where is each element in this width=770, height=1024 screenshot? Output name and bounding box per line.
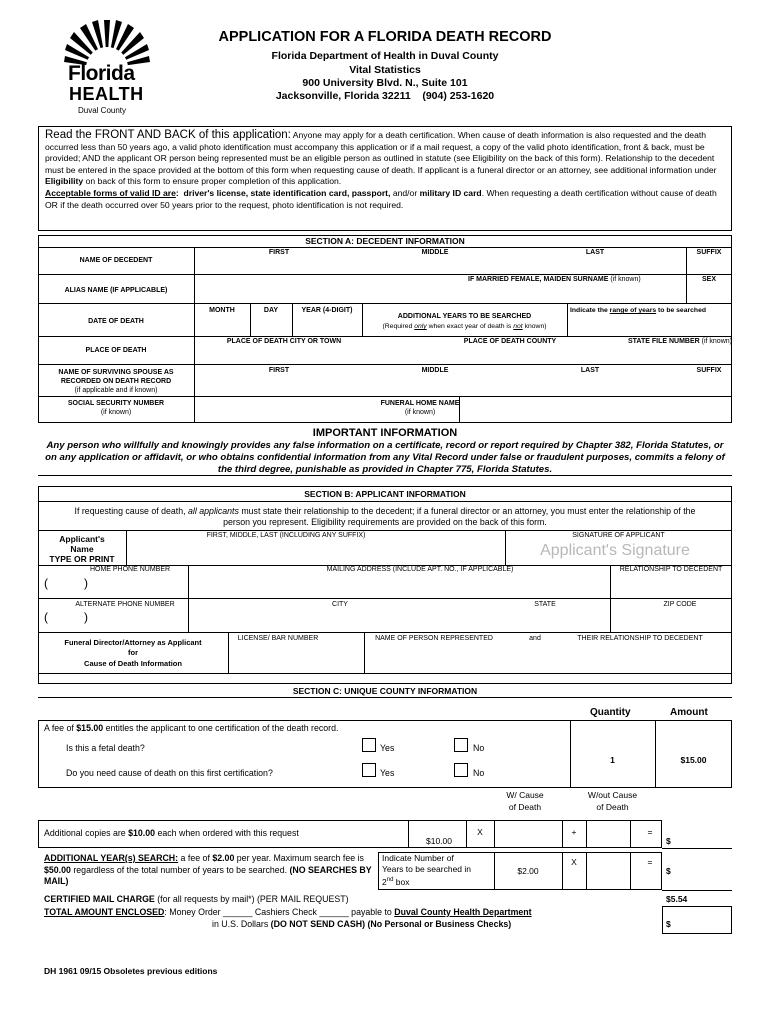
maiden-text: IF MARRIED FEMALE, MAIDEN SURNAME: [468, 276, 609, 283]
label-first: FIRST: [268, 249, 290, 256]
range-b: to be searched: [656, 307, 707, 314]
fetal-question: Is this a fetal death?: [66, 743, 145, 753]
florida-health-logo: [64, 18, 150, 118]
alias-field[interactable]: [196, 286, 684, 301]
ays-b: $2.00: [212, 853, 235, 863]
fee-c: entitles the applicant to one certification of the death record.: [103, 723, 339, 733]
ays-f: (NO SEARCHES BY MAIL): [44, 864, 372, 886]
logo-florida-text: Florida: [68, 62, 135, 85]
label-day: DAY: [263, 307, 279, 314]
decedent-name-field[interactable]: [196, 259, 684, 273]
cause-no-checkbox[interactable]: [454, 763, 468, 777]
label-spouse-suffix: SUFFIX: [696, 367, 722, 374]
mailing-address-field[interactable]: [190, 576, 608, 596]
label-applicant-1: Applicant's: [59, 534, 105, 544]
home-phone-field[interactable]: [92, 576, 186, 594]
additional-plus: +: [571, 827, 577, 837]
cmc-a: CERTIFIED MAIL CHARGE: [44, 894, 155, 904]
intro-id-list: driver's license, state identification card, passport,: [183, 187, 391, 198]
section-b-title: SECTION B: APPLICANT INFORMATION: [304, 489, 466, 499]
cause-yes-checkbox[interactable]: [362, 763, 376, 777]
form-number: DH 1961 09/15 Obsoletes previous editions: [44, 966, 218, 976]
ays-title: ADDITIONAL YEAR(s) SEARCH:: [44, 853, 179, 863]
label-amount: Amount: [670, 707, 708, 718]
quantity-value: 1: [610, 755, 615, 765]
label-sex: SEX: [701, 276, 716, 283]
section-b-note: [60, 506, 710, 528]
w-cause-1: W/ Cause: [506, 790, 544, 800]
label-city: CITY: [332, 601, 348, 608]
total-text: [44, 907, 532, 917]
ays-a: a fee of: [178, 853, 213, 863]
label-quantity: Quantity: [590, 707, 631, 718]
years-searched-field[interactable]: [588, 854, 628, 888]
logo-health-text: HEALTH: [69, 84, 144, 104]
ind-3sup: nd: [386, 877, 394, 883]
total-d: (DO NOT SEND CASH): [270, 919, 365, 929]
label-relationship: RELATIONSHIP TO DECEDENT: [619, 566, 723, 573]
req-only: only: [414, 323, 427, 330]
additional-copies-text: [44, 828, 299, 838]
total-e: (No Personal or Business Checks): [365, 919, 512, 929]
additional-x: X: [477, 827, 483, 837]
label-funeral-home: FUNERAL HOME NAME: [380, 400, 460, 407]
intro-lead: Read the FRONT AND BACK of this application:: [45, 129, 291, 141]
fee-a: A fee of: [44, 723, 77, 733]
header-dept: Florida Department of Health in Duval County: [271, 50, 499, 62]
label-middle: MIDDLE: [421, 249, 449, 256]
addl-a: Additional copies are: [44, 828, 129, 838]
label-additional-years: ADDITIONAL YEARS TO BE SEARCHED: [397, 313, 532, 320]
certified-mail-text: [44, 894, 349, 904]
maiden-if-known: (if known): [610, 276, 641, 283]
label-place-of-death: PLACE OF DEATH: [85, 347, 147, 354]
w-cause-2: of Death: [508, 802, 542, 812]
wo-cause-1: W/out Cause: [587, 790, 638, 800]
total-line2: [212, 919, 511, 929]
total-dollar: $: [666, 919, 671, 929]
fetal-yes-checkbox[interactable]: [362, 738, 376, 752]
header-address: 900 University Blvd. N., Suite 101: [302, 77, 468, 89]
ind-3a: 2: [382, 876, 387, 887]
year-search-equals: =: [647, 857, 653, 867]
home-phone-close-paren: ): [84, 576, 88, 590]
label-fd-3: Cause of Death Information: [84, 659, 182, 668]
label-alt-phone: ALTERNATE PHONE NUMBER: [75, 601, 175, 608]
label-additional-required: [362, 323, 567, 330]
intro-id-label: Acceptable forms of valid ID are: [45, 187, 176, 198]
certified-mail-amount: $5.54: [666, 894, 688, 904]
label-state: STATE: [534, 601, 556, 608]
label-maiden: [468, 276, 641, 283]
section-c-title: SECTION C: UNIQUE COUNTY INFORMATION: [292, 686, 478, 696]
label-suffix: SUFFIX: [696, 249, 722, 256]
alt-phone-open-paren: (: [44, 610, 48, 624]
label-range-of-years: [570, 307, 732, 314]
label-spouse-3: (if applicable and if known): [74, 387, 158, 394]
fetal-yes-label: Yes: [380, 743, 395, 753]
addl-c: each when ordered with this request: [155, 828, 299, 838]
ays-d: $50.00: [44, 864, 71, 875]
label-fd-2: for: [128, 648, 138, 657]
req-not: not: [513, 323, 523, 330]
label-funeral-known: (if known): [404, 409, 436, 416]
label-spouse-1: NAME OF SURVIVING SPOUSE AS: [58, 369, 174, 376]
fee-b: $15.00: [76, 723, 104, 733]
label-home-phone: HOME PHONE NUMBER: [89, 566, 171, 573]
req-b: when exact year of death is: [426, 323, 514, 330]
label-represented: NAME OF PERSON REPRESENTED: [375, 635, 493, 642]
label-license: LICENSE/ BAR NUMBER: [237, 635, 319, 642]
important-text: Any person who willfully and knowingly provides any false information on a certificate, record or report required by Chapter 382, Florida Statutes, or on any application or affidavit, or who obtains confidential information from any Vital Record under false or fraudulent purposes, commits a felony of the third degree, punishable as provided in Chapter 775, Florida Statutes.: [45, 440, 725, 475]
fetal-no-checkbox[interactable]: [454, 738, 468, 752]
label-pod-city: PLACE OF DEATH CITY OR TOWN: [226, 338, 342, 345]
label-name-of-decedent: NAME OF DECEDENT: [79, 257, 153, 264]
total-b: : Money Order ______ Cashiers Check ______ payable to: [164, 907, 395, 917]
label-state-file-number: [628, 338, 732, 345]
label-applicant-3: TYPE OR PRINT: [49, 554, 115, 564]
label-date-of-death: DATE OF DEATH: [88, 318, 144, 325]
range-u: range of years: [609, 307, 657, 314]
year-search-price: $2.00: [517, 866, 539, 876]
label-spouse-last: LAST: [580, 367, 600, 374]
additional-dollar: $: [666, 836, 671, 846]
important-title: IMPORTANT INFORMATION: [312, 427, 458, 439]
additional-copies-price: $10.00: [426, 836, 452, 846]
label-and: and: [529, 635, 541, 642]
year-search-x: X: [571, 857, 577, 867]
cause-yes-label: Yes: [380, 768, 395, 778]
state-file-if-known: (if known): [701, 338, 732, 345]
req-c: known): [522, 323, 547, 330]
ind-3b: box: [393, 876, 410, 887]
ays-c: per year. Maximum search fee is: [234, 853, 364, 863]
year-search-text: [44, 853, 374, 888]
total-payee: Duval County Health Department: [394, 907, 532, 917]
intro-p1-bold: Eligibility: [45, 176, 84, 187]
cmc-b: (for all requests by mail*) (PER MAIL REQUEST): [154, 894, 349, 904]
total-a: TOTAL AMOUNT ENCLOSED: [44, 907, 165, 917]
fee-text: [44, 723, 338, 733]
logo-county-text: Duval County: [78, 106, 127, 115]
cause-no-label: No: [473, 768, 485, 778]
wo-cause-qty-field[interactable]: [588, 822, 628, 846]
intro-p1: Anyone may apply for a death certification. When cause of death information is also requested and the death occurred less than 50 years ago, a valid photo identification must accompany this application or if a mail request, a copy of the valid photo identification, front & back, must be provided; AND the applicant OR person being represented must be an eligible person as outlined in statute (see Eligibility on the back of this form). Relationship to the decedent must be entered in the space provided at the bottom of this form when requesting cause of death. If applicant is a funeral director or an attorney, see additional information under: [45, 130, 717, 175]
form-title: APPLICATION FOR A FLORIDA DEATH RECORD: [218, 29, 552, 45]
additional-equals: =: [647, 827, 653, 837]
addl-b: $10.00: [128, 828, 156, 838]
w-cause-qty-field[interactable]: [496, 822, 560, 846]
fetal-no-label: No: [473, 743, 485, 753]
label-applicant-2: Name: [70, 544, 94, 554]
total-c: in U.S. Dollars: [212, 919, 271, 929]
label-fml: FIRST, MIDDLE, LAST (INCLUDING ANY SUFFIX): [206, 532, 366, 539]
label-alias: ALIAS NAME (IF APPLICABLE): [64, 287, 168, 294]
label-zip: ZIP CODE: [663, 601, 697, 608]
header-office: Vital Statistics: [349, 64, 421, 76]
label-fd-1: Funeral Director/Attorney as Applicant: [64, 638, 202, 647]
wo-cause-2: of Death: [596, 802, 629, 812]
home-phone-open-paren: (: [44, 576, 48, 590]
label-spouse-first: FIRST: [268, 367, 290, 374]
year-search-dollar: $: [666, 866, 671, 876]
amount-value: $15.00: [680, 755, 707, 765]
range-a: Indicate the: [570, 307, 610, 314]
alt-phone-close-paren: ): [84, 610, 88, 624]
section-a-title: SECTION A: DECEDENT INFORMATION: [305, 236, 465, 246]
note-a: If requesting cause of death,: [74, 506, 189, 516]
intro-id-end: . When requesting a death certification without cause of death OR if the death occurred over 50 years prior to the request, photo identification is not required.: [45, 187, 717, 210]
intro-p1-end: on back of this form to ensure proper completion of this application.: [85, 176, 342, 187]
ays-e: regardless of the total number of years to be searched.: [70, 864, 290, 875]
signature-field[interactable]: Applicant's Signature: [540, 542, 690, 559]
label-mailing: MAILING ADDRESS (INCLUDE APT. NO., IF APPLICABLE): [326, 566, 514, 573]
note-em: all applicants: [188, 506, 239, 516]
ind-1: Indicate Number of: [382, 853, 454, 863]
label-spouse-middle: MIDDLE: [421, 367, 449, 374]
state-file-text: STATE FILE NUMBER: [628, 338, 700, 345]
indicate-years-text: [382, 853, 494, 888]
label-last: LAST: [585, 249, 605, 256]
cause-question: Do you need cause of death on this first certification?: [66, 768, 273, 778]
label-ssn-known: (if known): [100, 409, 132, 416]
ind-2: Years to be searched in: [382, 864, 471, 874]
label-year: YEAR (4-DIGIT): [301, 307, 353, 314]
req-a: (Required: [382, 323, 415, 330]
intro-text: Read the FRONT AND BACK of this application: Anyone may apply for a death certification. When cause of death information is also requested and the death occurred less than 50 years ago, a valid photo identification must accompany this application or if a mail request, a copy of the valid photo identification, front & back, must be provided; AND the applicant OR person being represented must be an eligible person as outlined in statute (see Eligibility on the back of this form). Relationship to the decedent must be entered in the space provided at the bottom of this form when requesting cause of death. If applicant is a funeral director or an attorney, see additional information under Eligibility on back of this form to ensure proper completion of this application. Acceptable forms of valid ID are: driver's license, state identification card, passport, and/or military ID card. When requesting a death certification without cause of death OR if the death occurred over 50 years prior to the request, photo identification is not required.: [45, 129, 717, 210]
header-city: Jacksonville, Florida 32211 (904) 253-1620: [275, 90, 495, 102]
label-spouse-2: RECORDED ON DEATH RECORD: [60, 378, 172, 385]
note-b: must state their relationship to the decedent; if a funeral director or an attorney, you must enter the relationship of the person you represent. Eligibility requirements are provided on the back of this form.: [223, 506, 696, 527]
intro-id-military: military ID card: [419, 187, 482, 198]
label-ssn: SOCIAL SECURITY NUMBER: [67, 400, 165, 407]
label-pod-county: PLACE OF DEATH COUNTY: [463, 338, 557, 345]
applicant-name-field[interactable]: [128, 542, 502, 563]
label-month: MONTH: [209, 307, 235, 314]
label-their-relationship: THEIR RELATIONSHIP TO DECEDENT: [577, 635, 703, 642]
intro-id-or: and/or: [392, 187, 418, 198]
label-signature: SIGNATURE OF APPLICANT: [572, 532, 665, 539]
